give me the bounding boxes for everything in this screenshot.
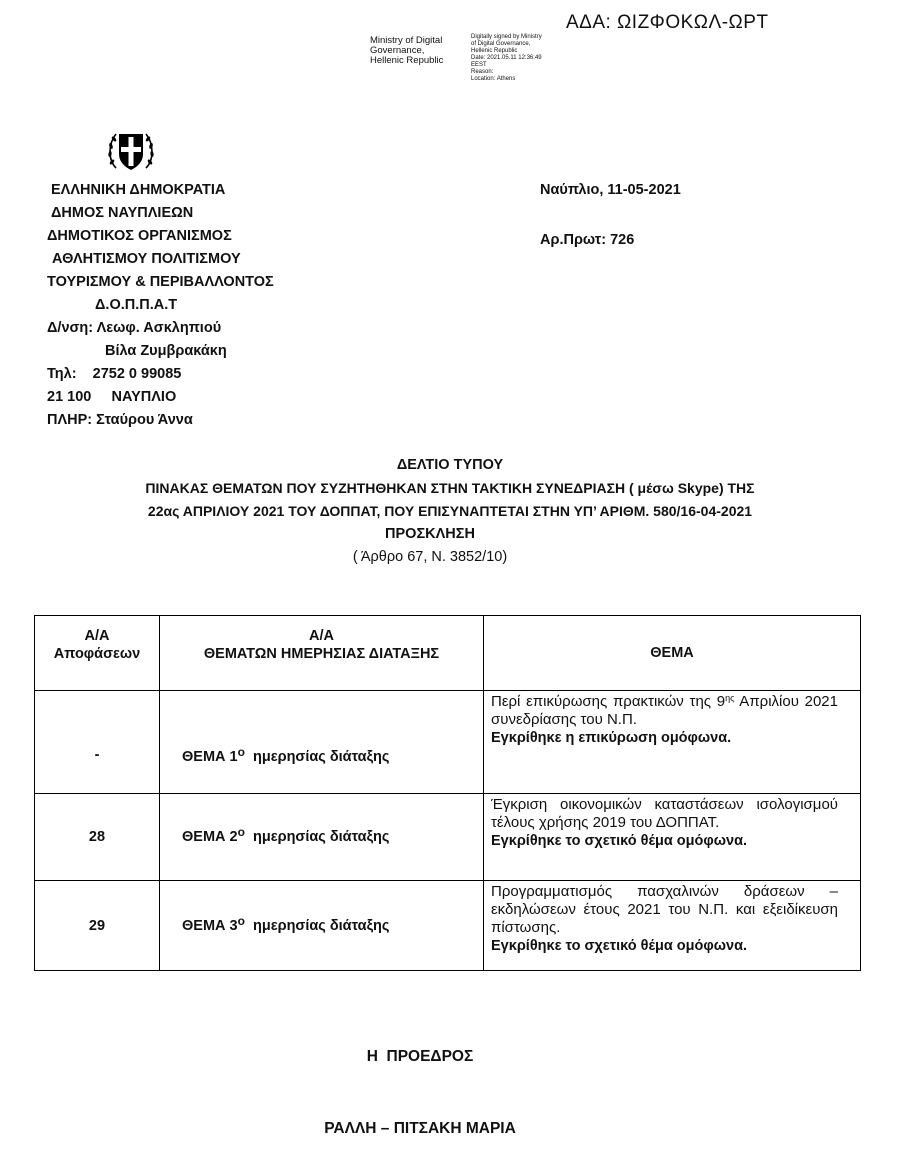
signature-signer-line: Hellenic Republic [370, 55, 444, 66]
header-text: Α/Α [84, 628, 110, 644]
signatory-title: Η ΠΡΟΕΔΡΟΣ [366, 1048, 474, 1065]
decision-number: - [35, 691, 160, 794]
signature-detail-line: Location: Athens [471, 76, 516, 82]
sender-line: ΔΗΜΟΤΙΚΟΣ ΟΡΓΑΝΙΣΜΟΣ [47, 228, 232, 244]
header-agenda-number [160, 616, 484, 691]
sender-line: 21 100 ΝΑΥΠΛΙΟ [47, 389, 177, 405]
press-release-title: ΔΕΛΤΙΟ ΤΥΠΟΥ [396, 457, 504, 473]
agenda-item-label: ΘΕΜΑ 1 [182, 749, 238, 765]
header-text: Α/Α [309, 628, 334, 644]
ordinal-mark: ο [237, 745, 245, 759]
signature-detail-line: Date: 2021.05.11 12:36:49 [471, 55, 542, 61]
ada-code: ΑΔΑ: ΩΙΖΦΟΚΩΛ-ΩΡΤ [566, 12, 769, 33]
signature-detail-line: EEST [471, 62, 487, 68]
title-line: ( Άρθρο 67, Ν. 3852/10) [352, 549, 508, 565]
decision-number: 28 [35, 794, 160, 881]
title-line: ΠΙΝΑΚΑΣ ΘΕΜΑΤΩΝ ΠΟΥ ΣΥΖΗΤΗΘΗΚΑΝ ΣΤΗΝ ΤΑΚΤΙΚΗ ΣΥΝΕΔΡΙΑΣΗ ( μέσω Skype) ΤΗΣ [145, 480, 755, 496]
subject-description: Έγκριση οικονομικών καταστάσεων ισολογισμού τέλους χρήσης 2019 του ΔΟΠΠΑΤ. [491, 796, 838, 831]
header-text: ΘΕΜΑΤΩΝ ΗΜΕΡΗΣΙΑΣ ΔΙΑΤΑΞΗΣ [203, 646, 440, 662]
subject-cell [484, 691, 861, 794]
agenda-item-suffix: ημερησίας διάταξης [244, 749, 390, 765]
signature-detail-line: Hellenic Republic [471, 48, 518, 54]
subject-cell [484, 881, 861, 971]
subject-description [491, 693, 838, 729]
protocol-number: Αρ.Πρωτ: 726 [540, 232, 635, 248]
table-row [35, 691, 861, 794]
sender-line: ΤΟΥΡΙΣΜΟΥ & ΠΕΡΙΒΑΛΛΟΝΤΟΣ [47, 274, 274, 290]
agenda-item-label: ΘΕΜΑ 3 [182, 917, 238, 934]
signature-detail-line: of Digital Governance, [471, 41, 531, 47]
header-text: Αποφάσεων [53, 646, 141, 662]
subject-description: Προγραμματισμός πασχαλινών δράσεων – εκδηλώσεων έτους 2021 του Ν.Π. και εξειδίκευση πίστωσης. [491, 883, 838, 936]
subject-result: Εγκρίθηκε το σχετικό θέμα ομόφωνα. [491, 833, 748, 849]
sender-line: Δ/νση: Λεωφ. Ασκληπιού [47, 320, 222, 336]
subject-text: Απριλίου 2021 συνεδρίασης του Ν.Π. [491, 693, 838, 728]
ordinal-superscript: ης [725, 693, 735, 703]
sender-line: Βίλα Ζυμβρακάκη [105, 343, 227, 359]
decision-number: 29 [35, 881, 160, 971]
signature-details [471, 34, 571, 83]
agenda-item [160, 691, 484, 794]
table-row [35, 881, 861, 971]
signatory-name: ΡΑΛΛΗ – ΠΙΤΣΑΚΗ ΜΑΡΙΑ [324, 1120, 516, 1137]
title-line: ΠΡΟΣΚΛΗΣΗ [385, 526, 475, 542]
agenda-item-suffix: ημερησίας διάταξης [244, 917, 390, 934]
table-row [35, 794, 861, 881]
sender-line: ΕΛΛΗΝΙΚΗ ΔΗΜΟΚΡΑΤΙΑ [51, 182, 226, 198]
sender-line: Τηλ: 2752 0 99085 [47, 366, 182, 382]
title-line: 22ας ΑΠΡΙΛΙΟΥ 2021 ΤΟΥ ΔΟΠΠΑΤ, ΠΟΥ ΕΠΙΣΥΝΑΠΤΕΤΑΙ ΣΤΗΝ ΥΠ’ ΑΡΙΘΜ. 580/16-04-2021 [147, 503, 753, 519]
signature-detail-line: Reason: [471, 69, 494, 75]
signature-signer-line: Governance, [370, 45, 425, 56]
signature-detail-line: Digitally signed by Ministry [471, 34, 542, 40]
sender-line: ΑΘΛΗΤΙΣΜΟΥ ΠΟΛΙΤΙΣΜΟΥ [52, 251, 241, 267]
agenda-item [160, 794, 484, 881]
subject-result: Εγκρίθηκε το σχετικό θέμα ομόφωνα. [491, 938, 748, 954]
subject-text: Περί επικύρωσης πρακτικών της 9 [491, 693, 726, 710]
agenda-item [160, 881, 484, 971]
signature-signer-line: Ministry of Digital [370, 35, 443, 46]
agenda-item-suffix: ημερησίας διάταξης [244, 829, 390, 845]
ordinal-mark: ο [237, 825, 245, 839]
signature-signer [370, 36, 470, 66]
header-subject: ΘΕΜΑ [484, 616, 861, 691]
subject-cell [484, 794, 861, 881]
sender-line: ΠΛΗΡ: Σταύρου Άννα [47, 412, 193, 428]
agenda-table [34, 615, 861, 971]
table-header-row [35, 616, 861, 691]
header-decision-number [35, 616, 160, 691]
sender-line: ΔΗΜΟΣ ΝΑΥΠΛΙΕΩΝ [51, 205, 194, 221]
subject-result: Εγκρίθηκε η επικύρωση ομόφωνα. [491, 730, 732, 746]
sender-line: Δ.Ο.Π.Π.Α.Τ [95, 297, 178, 313]
agenda-item-label: ΘΕΜΑ 2 [182, 829, 238, 845]
ordinal-mark: ο [237, 913, 245, 928]
document-date: Ναύπλιο, 11-05-2021 [540, 182, 681, 198]
hellenic-emblem-icon [106, 128, 156, 176]
